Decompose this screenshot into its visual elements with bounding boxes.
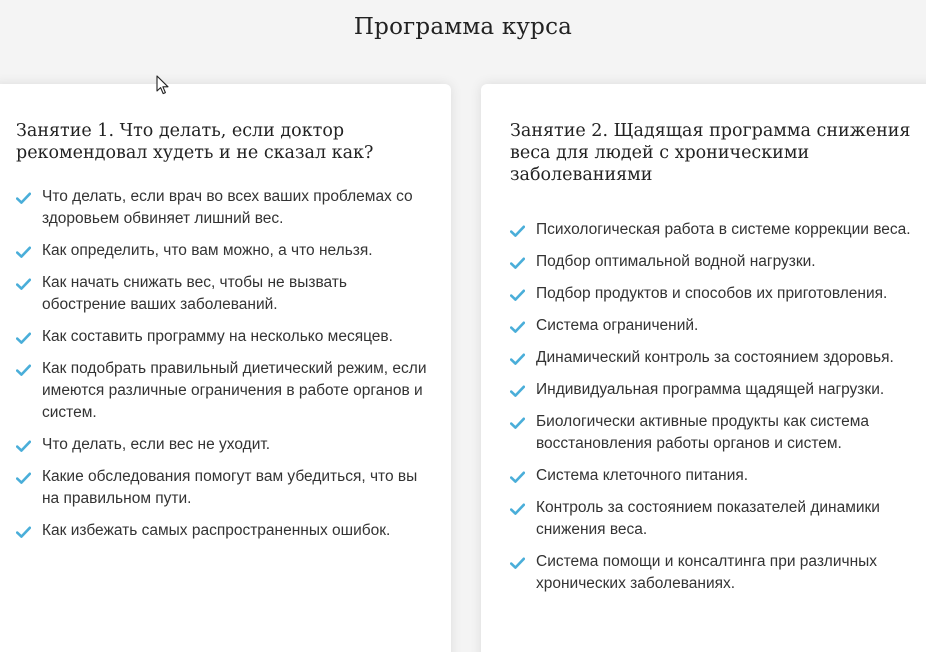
list-item-text: Подбор оптимальной водной нагрузки.: [536, 253, 816, 270]
check-icon: [510, 469, 525, 482]
list-item: [16, 466, 427, 510]
list-item: [16, 240, 427, 262]
check-icon: [16, 438, 31, 451]
list-item-text: Какие обследования помогут вам убедиться, что вы на правильном пути.: [42, 468, 418, 507]
lesson-card-2: [481, 84, 926, 652]
list-item-text: Биологически активные продукты как система восстановления работы органов и систем.: [536, 413, 870, 452]
list-item: [510, 497, 923, 541]
check-icon: [510, 555, 525, 568]
check-icon: [510, 319, 525, 332]
list-item-text: Система ограничений.: [536, 317, 699, 334]
list-item-text: Подбор продуктов и способов их приготовления.: [536, 285, 888, 302]
list-item: [16, 186, 427, 230]
list-item-text: Как подобрать правильный диетический режим, если имеются различные ограничения в работе органов и систем.: [42, 360, 427, 421]
list-item-text: Система клеточного питания.: [536, 467, 749, 484]
lesson-1-topic-list: [16, 186, 427, 542]
list-item-text: Динамический контроль за состоянием здоровья.: [536, 349, 894, 366]
mouse-cursor-icon: [156, 75, 170, 95]
list-item: [16, 358, 427, 424]
list-item-text: Контроль за состоянием показателей динамики снижения веса.: [536, 499, 880, 538]
check-icon: [510, 351, 525, 364]
lesson-2-topic-list: [510, 219, 923, 595]
list-item-text: Как начать снижать вес, чтобы не вызвать обострение ваших заболеваний.: [42, 274, 347, 313]
lesson-2-title: Занятие 2. Щадящая программа снижения веса для людей с хроническими заболеваниями: [510, 121, 911, 185]
list-item: [510, 465, 923, 487]
list-item: [510, 219, 923, 241]
list-item-text: Как избежать самых распространенных ошибок.: [42, 522, 391, 539]
check-icon: [510, 255, 525, 268]
check-icon: [16, 330, 31, 343]
list-item: [16, 520, 427, 542]
list-item: [510, 283, 923, 305]
lesson-1-title: Занятие 1. Что делать, если доктор рекомендовал худеть и не сказал как?: [16, 121, 374, 163]
list-item: [510, 251, 923, 273]
check-icon: [16, 276, 31, 289]
list-item: [510, 347, 923, 369]
check-icon: [16, 190, 31, 203]
check-icon: [510, 223, 525, 236]
list-item-text: Как составить программу на несколько месяцев.: [42, 328, 393, 345]
list-item: [510, 411, 923, 455]
list-item-text: Как определить, что вам можно, а что нельзя.: [42, 242, 373, 259]
list-item: [16, 272, 427, 316]
check-icon: [16, 524, 31, 537]
check-icon: [510, 501, 525, 514]
check-icon: [16, 244, 31, 257]
list-item: [510, 379, 923, 401]
list-item: [16, 434, 427, 456]
list-item: [510, 315, 923, 337]
page-title: Программа курса: [353, 14, 573, 40]
check-icon: [510, 383, 525, 396]
check-icon: [16, 362, 31, 375]
check-icon: [510, 415, 525, 428]
list-item-text: Система помощи и консалтинга при различных хронических заболеваниях.: [536, 553, 878, 592]
list-item-text: Что делать, если врач во всех ваших проблемах со здоровьем обвиняет лишний вес.: [42, 188, 413, 227]
lesson-card-1: [0, 84, 451, 652]
list-item-text: Психологическая работа в системе коррекции веса.: [536, 221, 911, 238]
list-item: [16, 326, 427, 348]
list-item-text: Индивидуальная программа щадящей нагрузки.: [536, 381, 885, 398]
list-item: [510, 551, 923, 595]
list-item-text: Что делать, если вес не уходит.: [42, 436, 271, 453]
check-icon: [510, 287, 525, 300]
check-icon: [16, 470, 31, 483]
